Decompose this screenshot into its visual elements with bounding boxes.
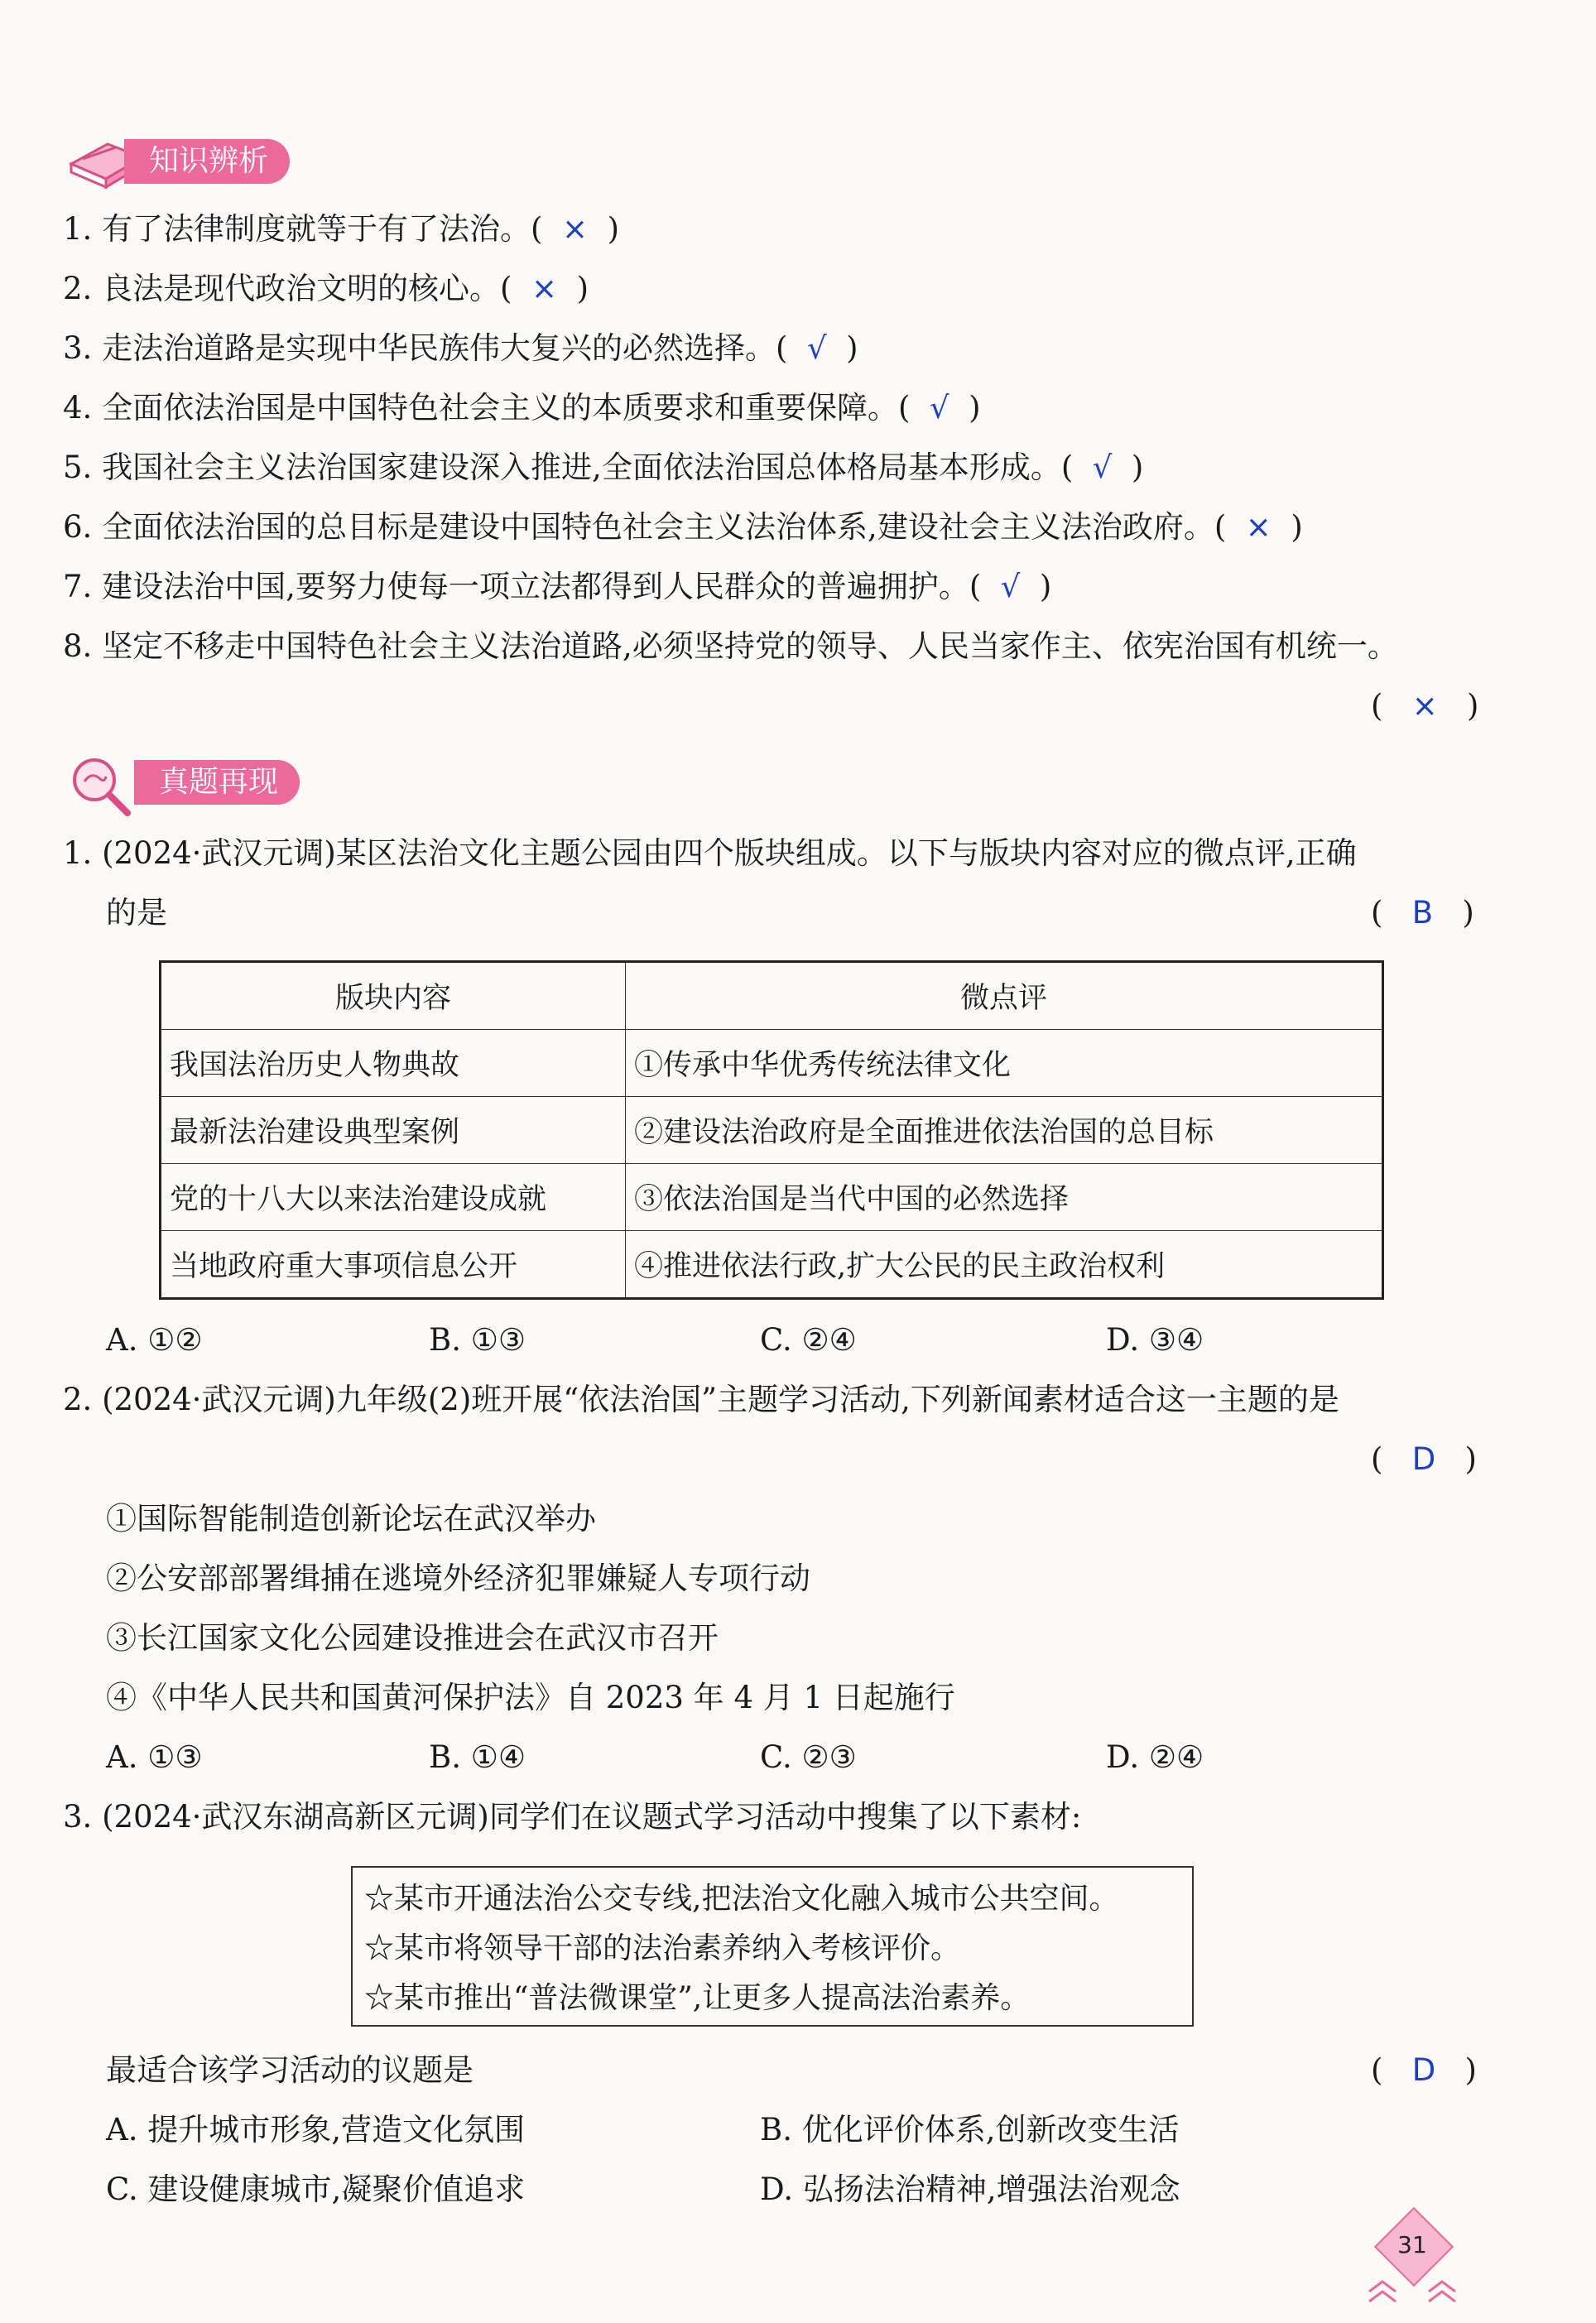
answer-mark: × — [1411, 688, 1438, 724]
table-header: 微点评 — [626, 962, 1383, 1030]
table-cell: ②建设法治政府是全面推进依法治国的总目标 — [626, 1097, 1383, 1164]
paren-close: ) — [607, 211, 620, 247]
answer-mark: √ — [1092, 450, 1113, 485]
table-row — [161, 1231, 1383, 1299]
paren-close: ) — [969, 390, 981, 426]
material-line: ☆某市将领导干部的法治素养纳入考核评价。 — [364, 1931, 961, 1965]
table-header-row — [161, 962, 1383, 1030]
item-text: 8. 坚定不移走中国特色社会主义法治道路,必须坚持党的领导、人民当家作主、依宪治国有机统一。 — [63, 628, 1398, 664]
material-item: ②公安部部署缉捕在逃境外经济犯罪嫌疑人专项行动 — [106, 1561, 810, 1596]
item-text: 1. 有了法律制度就等于有了法治。( — [63, 211, 543, 247]
question-3-prompt: 最适合该学习活动的议题是 — [106, 2052, 474, 2088]
question-3-line1: 3. (2024·武汉东湖高新区元调)同学们在议题式学习活动中搜集了以下素材: — [63, 1799, 1082, 1835]
table-header: 版块内容 — [161, 962, 626, 1030]
option-a: A. ①③ — [106, 1739, 203, 1775]
judgment-item — [63, 268, 589, 310]
item-text: 3. 走法治道路是实现中华民族伟大复兴的必然选择。( — [63, 330, 788, 366]
table-row — [161, 1164, 1383, 1231]
section-title: 知识辨析 — [124, 139, 290, 184]
table-cell: 我国法治历史人物典故 — [161, 1030, 626, 1097]
table-cell: ①传承中华优秀传统法律文化 — [626, 1030, 1383, 1097]
question-2-line1: 2. (2024·武汉元调)九年级(2)班开展“依法治国”主题学习活动,下列新闻素材适合这一主题的是 — [63, 1382, 1339, 1417]
table-cell: 当地政府重大事项信息公开 — [161, 1231, 626, 1299]
table-cell: ③依法治国是当代中国的必然选择 — [626, 1164, 1383, 1231]
table-cell: ④推进依法行政,扩大公民的民主政治权利 — [626, 1231, 1383, 1299]
table-cell: 党的十八大以来法治建设成就 — [161, 1164, 626, 1231]
material-line: ☆某市推出“普法微课堂”,让更多人提高法治素养。 — [364, 1981, 1031, 2015]
answer-choice: D — [1411, 2052, 1436, 2088]
table-row — [161, 1097, 1383, 1164]
answer-choice: D — [1411, 1441, 1436, 1477]
material-item: ③长江国家文化公园建设推进会在武汉市召开 — [106, 1620, 719, 1656]
judgment-item — [63, 328, 858, 369]
judgment-item — [63, 209, 619, 250]
paren-close: ) — [1039, 569, 1052, 604]
answer-mark: √ — [930, 390, 949, 426]
answer-paren: ( B ) — [1371, 895, 1474, 931]
option-b: B. 优化评价体系,创新改变生活 — [760, 2112, 1180, 2147]
option-d: D. 弘扬法治精神,增强法治观念 — [760, 2172, 1180, 2207]
paren-close: ) — [846, 330, 858, 366]
option-c: C. ②③ — [760, 1739, 857, 1775]
item-text: 2. 良法是现代政治文明的核心。( — [63, 271, 512, 306]
question-1-line1: 1. (2024·武汉元调)某区法治文化主题公园由四个版块组成。以下与版块内容对应的微点评,正确 — [63, 835, 1357, 871]
option-c: C. ②④ — [760, 1322, 857, 1358]
answer-mark: × — [531, 271, 558, 306]
item-text: 5. 我国社会主义法治国家建设深入推进,全面依法治国总体格局基本形成。( — [63, 450, 1074, 485]
material-box — [351, 1866, 1194, 2027]
judgment-item — [63, 626, 1398, 667]
section-title: 真题再现 — [134, 760, 300, 805]
paren-close: ) — [576, 271, 589, 306]
option-b: B. ①③ — [429, 1322, 526, 1358]
answer-choice: B — [1411, 895, 1434, 931]
table-cell: 最新法治建设典型案例 — [161, 1097, 626, 1164]
option-d: D. ③④ — [1106, 1322, 1204, 1358]
judgment-item — [63, 566, 1051, 608]
answer-paren: ( D ) — [1371, 1441, 1477, 1477]
content-table — [159, 960, 1384, 1300]
option-d: D. ②④ — [1106, 1739, 1204, 1775]
judgment-item — [63, 447, 1143, 488]
table-row — [161, 1030, 1383, 1097]
answer-mark: × — [1245, 509, 1272, 545]
item-text: 6. 全面依法治国的总目标是建设中国特色社会主义法治体系,建设社会主义法治政府。( — [63, 509, 1227, 545]
answer-mark: × — [562, 211, 589, 247]
material-item: ④《中华人民共和国黄河保护法》自 2023 年 4 月 1 日起施行 — [106, 1680, 955, 1715]
option-a: A. 提升城市形象,营造文化氛围 — [106, 2112, 526, 2147]
question-1-line2: 的是 — [106, 895, 167, 931]
paren-close: ) — [1291, 509, 1303, 545]
item-text: 7. 建设法治中国,要努力使每一项立法都得到人民群众的普遍拥护。( — [63, 569, 982, 604]
chevron-decoration-icon — [1366, 2275, 1459, 2308]
answer-paren: ( × ) — [1371, 688, 1479, 724]
answer-paren: ( D ) — [1371, 2052, 1477, 2088]
judgment-item — [63, 387, 981, 429]
answer-mark: √ — [1000, 569, 1021, 604]
option-a: A. ①② — [106, 1322, 203, 1358]
option-c: C. 建设健康城市,凝聚价值追求 — [106, 2172, 526, 2207]
paren-close: ) — [1131, 450, 1144, 485]
material-item: ①国际智能制造创新论坛在武汉举办 — [106, 1501, 596, 1537]
answer-mark: √ — [807, 330, 827, 366]
item-text: 4. 全面依法治国是中国特色社会主义的本质要求和重要保障。( — [63, 390, 911, 426]
option-b: B. ①④ — [429, 1739, 526, 1775]
judgment-item — [63, 507, 1303, 548]
material-line: ☆某市开通法治公交专线,把法治文化融入城市公共空间。 — [364, 1882, 1119, 1916]
page-number: 31 — [1397, 2231, 1427, 2258]
